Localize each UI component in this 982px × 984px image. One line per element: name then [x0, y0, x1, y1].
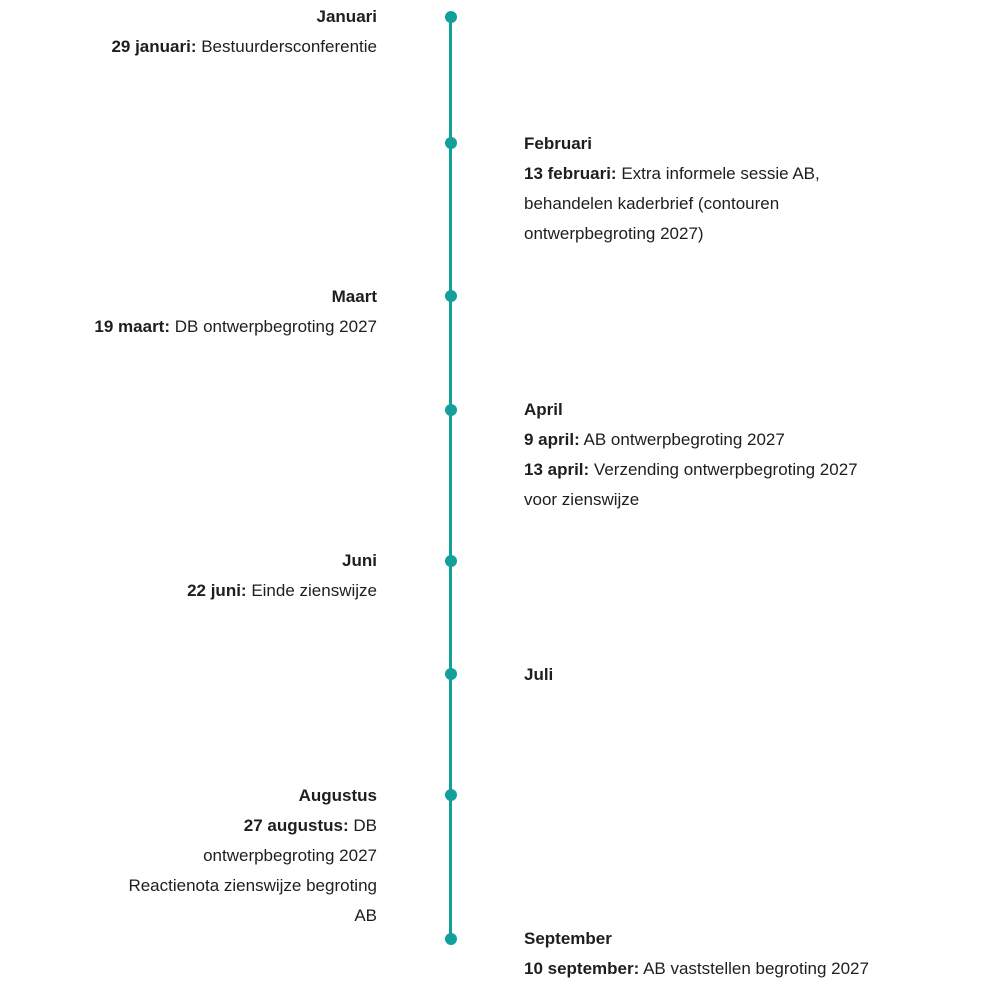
event-date: 13 februari:: [524, 164, 617, 183]
event-item: [524, 159, 874, 249]
month-label: September: [524, 929, 612, 948]
month-label: April: [524, 400, 563, 419]
timeline-dot-januari: [445, 11, 457, 23]
event-date: 19 maart:: [94, 317, 171, 336]
event-item: [524, 954, 974, 984]
event-item: [94, 312, 377, 342]
event-date: 29 januari:: [111, 37, 197, 56]
timeline-dot-juli: [445, 668, 457, 680]
event-item: [524, 425, 894, 455]
timeline-dot-september: [445, 933, 457, 945]
month-label: Januari: [316, 7, 377, 26]
event-date: 9 april:: [524, 430, 580, 449]
event-item: [127, 811, 377, 931]
timeline-entry-augustus: [127, 781, 377, 931]
timeline-entry-januari: [111, 2, 377, 62]
timeline-entry-september: [524, 924, 974, 984]
timeline-entry-juli: [524, 660, 553, 690]
month-label: Maart: [331, 287, 377, 306]
event-text: DB ontwerpbegroting 2027: [170, 317, 377, 336]
event-item: [111, 32, 377, 62]
month-label: Juni: [342, 551, 377, 570]
timeline-entry-februari: [524, 129, 874, 249]
event-date: 13 april:: [524, 460, 590, 479]
event-text: DB ontwerpbegroting 2027 Reactienota zienswijze begroting AB: [128, 816, 377, 925]
timeline-entry-maart: [94, 282, 377, 342]
event-text: AB ontwerpbegroting 2027: [579, 430, 785, 449]
timeline-entry-april: [524, 395, 894, 515]
timeline-entry-juni: [187, 546, 377, 606]
event-text: AB vaststellen begroting 2027: [639, 959, 869, 978]
timeline-dot-maart: [445, 290, 457, 302]
event-date: 22 juni:: [187, 581, 247, 600]
timeline-dot-augustus: [445, 789, 457, 801]
event-item: [187, 576, 377, 606]
month-label: Augustus: [298, 786, 377, 805]
month-label: Juli: [524, 665, 554, 684]
timeline-dot-juni: [445, 555, 457, 567]
event-item: [524, 455, 894, 515]
month-label: Februari: [524, 134, 593, 153]
event-text: Einde zienswijze: [246, 581, 377, 600]
event-date: 10 september:: [524, 959, 640, 978]
event-text: Bestuurdersconferentie: [196, 37, 377, 56]
timeline-dot-februari: [445, 137, 457, 149]
event-text: Extra informele sessie AB, behandelen kaderbrief (contouren ontwerpbegroting 2027): [524, 164, 820, 243]
timeline-dot-april: [445, 404, 457, 416]
event-date: 27 augustus:: [243, 816, 349, 835]
event-text: Verzending ontwerpbegroting 2027 voor zienswijze: [524, 460, 858, 509]
